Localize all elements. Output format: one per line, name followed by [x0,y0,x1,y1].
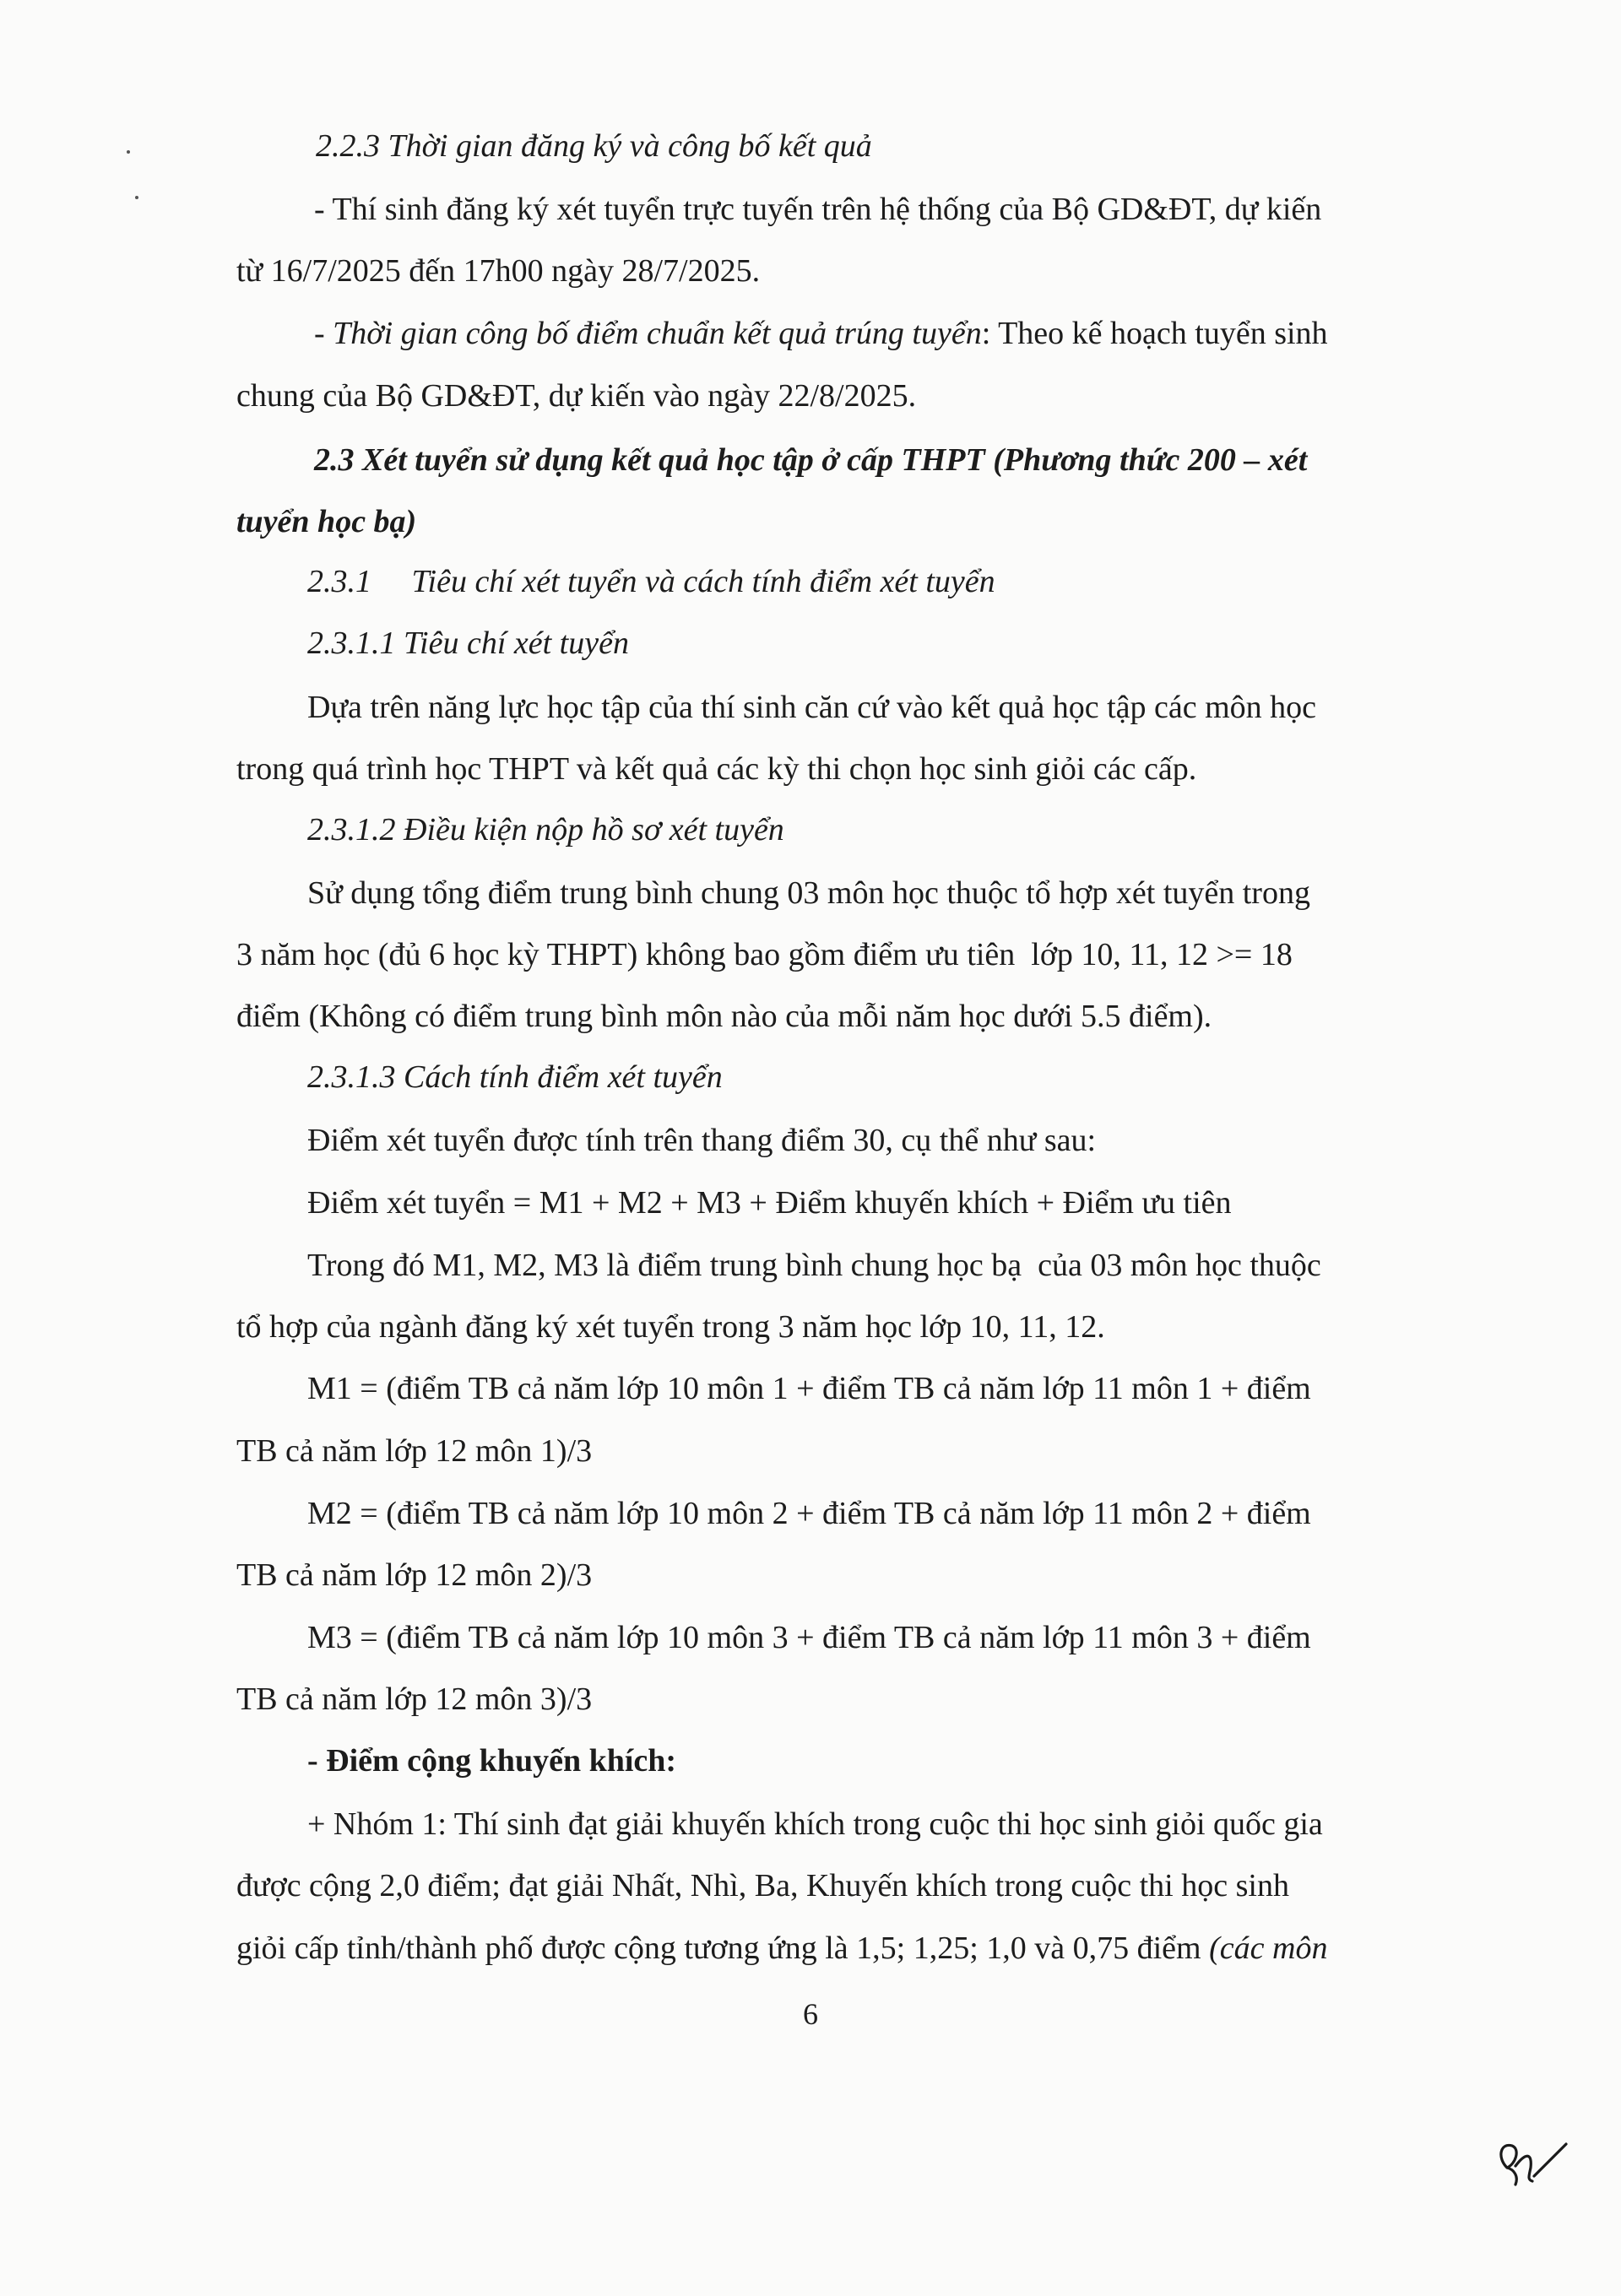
formula-m2-line: M2 = (điểm TB cả năm lớp 10 môn 2 + điểm TB cả năm lớp 11 môn 2 + điểm [307,1496,1311,1531]
paragraph-line: Sử dụng tổng điểm trung bình chung 03 môn học thuộc tổ hợp xét tuyển trong [307,875,1310,911]
formula-line: Điểm xét tuyển = M1 + M2 + M3 + Điểm khuyến khích + Điểm ưu tiên [307,1185,1232,1221]
paragraph-line: Dựa trên năng lực học tập của thí sinh căn cứ vào kết quả học tập các môn học [307,690,1317,725]
emphasis-text: (các môn [1209,1930,1328,1966]
section-2-3-1-heading: 2.3.1 Tiêu chí xét tuyển và cách tính điểm xét tuyển [307,564,995,599]
paragraph-line: trong quá trình học THPT và kết quả các kỳ thi chọn học sinh giỏi các cấp. [236,751,1197,787]
formula-m1-line: M1 = (điểm TB cả năm lớp 10 môn 1 + điểm TB cả năm lớp 11 môn 1 + điểm [307,1371,1311,1406]
paragraph-line: tổ hợp của ngành đăng ký xét tuyển trong 3 năm học lớp 10, 11, 12. [236,1309,1105,1345]
paragraph-line [314,314,1328,353]
section-2-3-1-1-heading: 2.3.1.1 Tiêu chí xét tuyển [307,625,629,661]
section-2-3-heading-cont: tuyển học bạ) [236,504,417,539]
formula-m3-line-cont: TB cả năm lớp 12 môn 3)/3 [236,1681,593,1717]
section-2-2-3-heading: 2.2.3 Thời gian đăng ký và công bố kết quả [316,128,872,164]
section-2-3-1-3-heading: 2.3.1.3 Cách tính điểm xét tuyển [307,1059,723,1095]
paragraph-line: chung của Bộ GD&ĐT, dự kiến vào ngày 22/8/2025. [236,378,917,414]
scan-speck [127,150,130,154]
section-2-3-1-2-heading: 2.3.1.2 Điều kiện nộp hồ sơ xét tuyển [307,812,784,847]
scan-speck [135,196,138,199]
paragraph-line: từ 16/7/2025 đến 17h00 ngày 28/7/2025. [236,253,761,289]
paragraph-line [236,1929,1327,1968]
paragraph-line: Điểm xét tuyển được tính trên thang điểm 30, cụ thể như sau: [307,1123,1097,1158]
paragraph-text: : Theo kế hoạch tuyển sinh [981,316,1328,351]
paragraph-text: giỏi cấp tỉnh/thành phố được cộng tương ứng là 1,5; 1,25; 1,0 và 0,75 điểm [236,1930,1210,1966]
initials-signature [1482,2127,1575,2190]
formula-m2-line-cont: TB cả năm lớp 12 môn 2)/3 [236,1557,593,1593]
emphasis-text: - Thời gian công bố điểm chuẩn kết quả trúng tuyển [314,316,982,351]
formula-m3-line: M3 = (điểm TB cả năm lớp 10 môn 3 + điểm TB cả năm lớp 11 môn 3 + điểm [307,1620,1311,1655]
paragraph-line: + Nhóm 1: Thí sinh đạt giải khuyến khích trong cuộc thi học sinh giỏi quốc gia [307,1806,1323,1842]
paragraph-line: được cộng 2,0 điểm; đạt giải Nhất, Nhì, Ba, Khuyến khích trong cuộc thi học sinh [236,1868,1289,1903]
formula-m1-line-cont: TB cả năm lớp 12 môn 1)/3 [236,1433,593,1469]
page-number: 6 [803,1997,818,2031]
paragraph-line: điểm (Không có điểm trung bình môn nào của mỗi năm học dưới 5.5 điểm). [236,999,1212,1034]
section-2-3-heading: 2.3 Xét tuyển sử dụng kết quả học tập ở cấp THPT (Phương thức 200 – xét [314,442,1308,478]
paragraph-line: 3 năm học (đủ 6 học kỳ THPT) không bao gồm điểm ưu tiên lớp 10, 11, 12 >= 18 [236,937,1293,972]
paragraph-line: - Thí sinh đăng ký xét tuyển trực tuyến trên hệ thống của Bộ GD&ĐT, dự kiến [314,192,1322,227]
bonus-points-heading: - Điểm cộng khuyến khích: [307,1743,677,1779]
paragraph-line: Trong đó M1, M2, M3 là điểm trung bình chung học bạ của 03 môn học thuộc [307,1248,1321,1283]
